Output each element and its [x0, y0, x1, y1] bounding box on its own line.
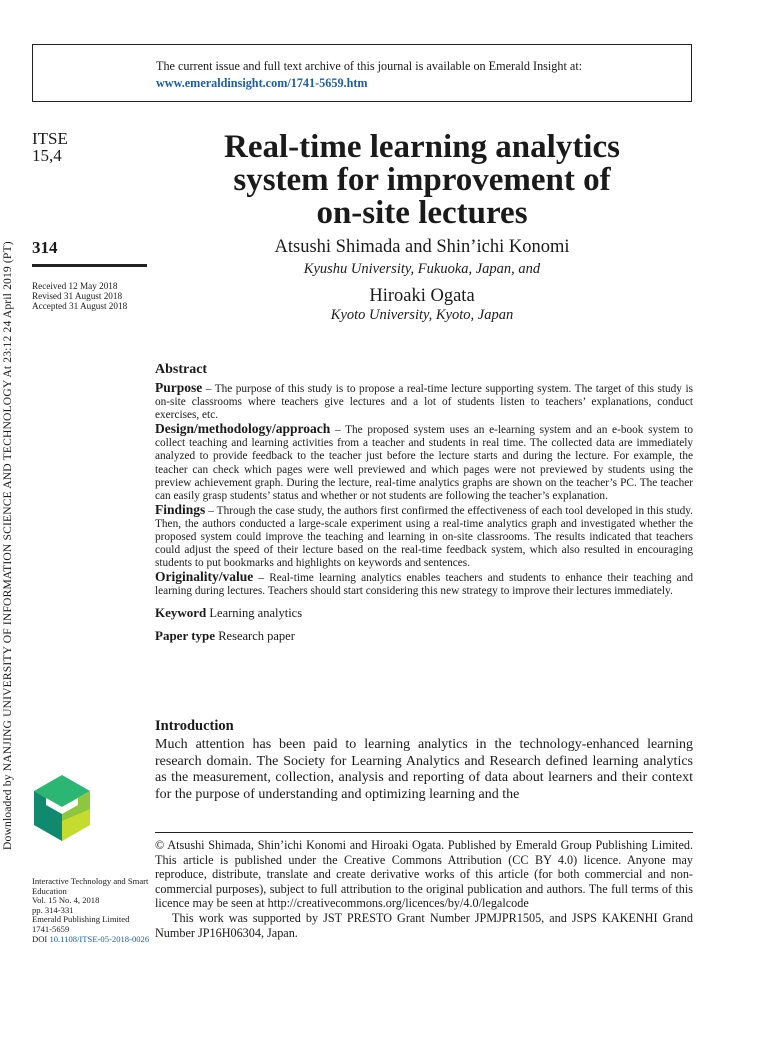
received-date: Received 12 May 2018 [32, 281, 118, 291]
abstract-design: Design/methodology/approach – The proposed system uses an e-learning system and an e-book system to collect teaching and learning activities from a teacher and students in real time. The collected data are immediately analyzed to provide feedback to the teacher just before the lecture starts and during the lecture. For example, the teacher can check which pages were well previewed and which pages were not previewed by students using the preview achievement graph. During the lecture, real-time analytics graphs are shown on the teacher’s PC. The teacher can easily grasp students’ status and whether or not students are following the teacher’s explanation. [155, 421, 693, 502]
paper-title [162, 131, 682, 230]
design-label: Design/methodology/approach [155, 421, 331, 437]
abstract-originality: Originality/value – Real-time learning analytics enables teachers and students to enhance their teaching and learning during lectures. Teachers should start considering this new strategy to improve their lectures immediately. [155, 569, 693, 598]
papertype-label: Paper type [155, 627, 216, 643]
doi: DOI 10.1108/ITSE-05-2018-0026 [32, 933, 150, 944]
funding-notice: This work was supported by JST PRESTO Grant Number JPMJPR1505, and JSPS KAKENHI Grand Number JP16H06304, Japan. [155, 910, 693, 940]
keyword-label: Keyword [155, 604, 207, 620]
abstract-heading: Abstract [155, 362, 208, 377]
journal-link[interactable]: www.emeraldinsight.com/1741-5659.htm [156, 76, 368, 90]
title-line: system for improvement of [233, 162, 611, 198]
abstract-body [155, 381, 693, 643]
abstract-findings: Findings – Through the case study, the authors first confirmed the effectiveness of each tool developed in this study. Then, the authors conducted a large-scale experiment using a real-time analytics graph and investigated whether the proposed system could improve the teaching and learning in on-site classrooms. The results indicated that teachers could adjust the speed of their lecture based on the real-time feedback system, which also resulted in encouraging students to put bookmarks and highlights on keywords and sentences. [155, 501, 693, 570]
article-dates [32, 281, 127, 311]
footnote-rule [155, 832, 693, 833]
revised-date: Revised 31 August 2018 [32, 291, 123, 301]
affiliation-1: Kyushu University, Fukuoka, Japan, and [303, 261, 541, 277]
originality-label: Originality/value [155, 569, 254, 585]
accepted-date: Accepted 31 August 2018 [32, 301, 128, 311]
page-number-rule [32, 264, 147, 267]
download-watermark: Downloaded by NANJING UNIVERSITY OF INFORMATION SCIENCE AND TECHNOLOGY At 23:12 24 April 2019 (PT) [1, 241, 14, 850]
footnote [155, 838, 693, 940]
abstract-purpose: Purpose – The purpose of this study is to propose a real-time lecture supporting system. The target of this study is on-site classrooms where teachers give lectures and a lot of students listen to teachers’ explanations, conduct exercises, etc. [155, 380, 693, 422]
journal-volume: 15,4 [32, 146, 62, 165]
page-number: 314 [32, 238, 58, 257]
affiliation-2: Kyoto University, Kyoto, Japan [330, 307, 514, 323]
journal-notice-box [32, 44, 692, 102]
notice-text: The current issue and full text archive of this journal is available on Emerald Insight at: [156, 59, 583, 73]
author-line-2: Hiroaki Ogata [369, 286, 475, 306]
author-line-1: Atsushi Shimada and Shin’ichi Konomi [274, 237, 570, 257]
publication-info: Interactive Technology and Smart Education Vol. 15 No. 4, 2018 pp. 314-331 Emerald Publishing Limited 1741-5659 DOI 10.1108/ITSE-05-2018-0026 [32, 877, 157, 944]
journal-abbrev: ITSE [32, 129, 68, 148]
emerald-logo-icon [32, 775, 92, 842]
title-line: on-site lectures [316, 195, 528, 231]
keywords: Keyword Learning analytics [155, 604, 303, 620]
copyright-notice: © Atsushi Shimada, Shin’ichi Konomi and Hiroaki Ogata. Published by Emerald Group Publishing Limited. This article is published under the Creative Commons Attribution (CC BY 4.0) licence. Anyone may reproduce, distribute, translate and create derivative works of this article (for both commercial and non-commercial purposes), subject to full attribution to the original publication and authors. The full terms of this licence may be seen at http://creativecommons.org/licences/by/4.0/legalcode [155, 838, 693, 911]
paper-type: Paper type Research paper [155, 627, 295, 643]
introduction-text: Much attention has been paid to learning analytics in the technology-enhanced learning research domain. The Society for Learning Analytics and Research defined learning analytics as the measurement, collection, analysis and reporting of data about learners and their context for the purpose of understanding and optimizing learning and the [155, 737, 693, 802]
introduction-heading: Introduction [155, 718, 234, 734]
findings-label: Findings [155, 501, 206, 517]
purpose-label: Purpose [155, 380, 203, 395]
title-line: Real-time learning analytics [224, 129, 620, 165]
doi-link[interactable]: 10.1108/ITSE-05-2018-0026 [49, 933, 150, 944]
